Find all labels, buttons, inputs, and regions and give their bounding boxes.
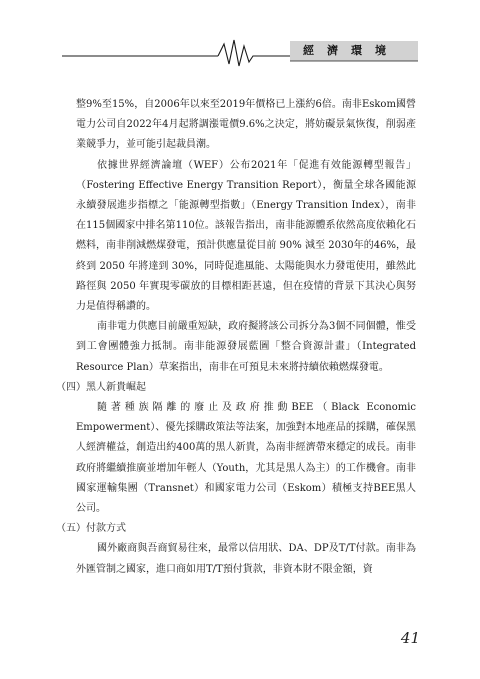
header-title: 經濟環境 [303, 44, 399, 57]
page-number: 41 [400, 629, 420, 647]
paragraph-electricity-price: 整9%至15%，自2006年以來至2019年價格已上漲約6倍。南非Eskom國營電力公司自2022年4月起將調漲電價9.6%之決定，將妨礙景氣恢復，削弱產業競爭力，並可能引起裁員潮。 [76, 99, 416, 151]
paragraph-payment: 國外廠商與吾商貿易往來，最常以信用狀、DA、DP及T/T付款。南非為外匯管制之國家，進口商如用T/T預付貨款，非資本財不限金額，資 [76, 543, 416, 575]
paragraph-wef-report: 依據世界經濟論壇（WEF）公布2021年「促進有效能源轉型報告」（Fostering Effective Energy Transition Report），衡量全球各國能源永續發展進步指標之「能源轉型指數」（Energy Transition Index），南非在115個國家中排名第110位。該報告指出，南非能源體系依然高度依賴化石燃料，南非削減燃煤發電，預計供應量從目前 90% 減至 2030年的46%，最終到 2050 年將達到 30%，同時促進風能、太陽能與水力發電使用，雖然此路徑與 2050 年實現零碳放的目標相距甚遠，但在疫情的背景下其決心與努力是值得稱讚的。 [76, 159, 416, 313]
paragraph-power-shortage: 南非電力供應目前嚴重短缺，政府擬將該公司拆分為3個不同個體，惟受到工會團體強力抵制。南非能源發展藍圖「整合資源計畫」（Integrated Resource Plan）草案指出，南非在可預見未來將持續依賴燃煤發電。 [76, 321, 416, 373]
section-heading-black-elite: （四）黑人新貴崛起 [56, 381, 146, 393]
page-body [56, 95, 416, 580]
section-heading-payment: （五）付款方式 [56, 523, 126, 535]
paragraph-bee: 隨著種族隔離的廢止及政府推動BEE（Black Economic Empowerment）、優先採購政策法等法案，加強對本地產品的採購，確保黑人經濟權益，創造出約400萬的黑人新貴，為南非經濟帶來穩定的成長。南非政府將繼續推廣並增加年輕人（Youth，尤其是黑人為主）的工作機會。南非國家運輸集團（Transnet）和國家電力公司（Eskom）積極支持BEE黑人公司。 [76, 402, 416, 515]
page-header [0, 0, 480, 70]
